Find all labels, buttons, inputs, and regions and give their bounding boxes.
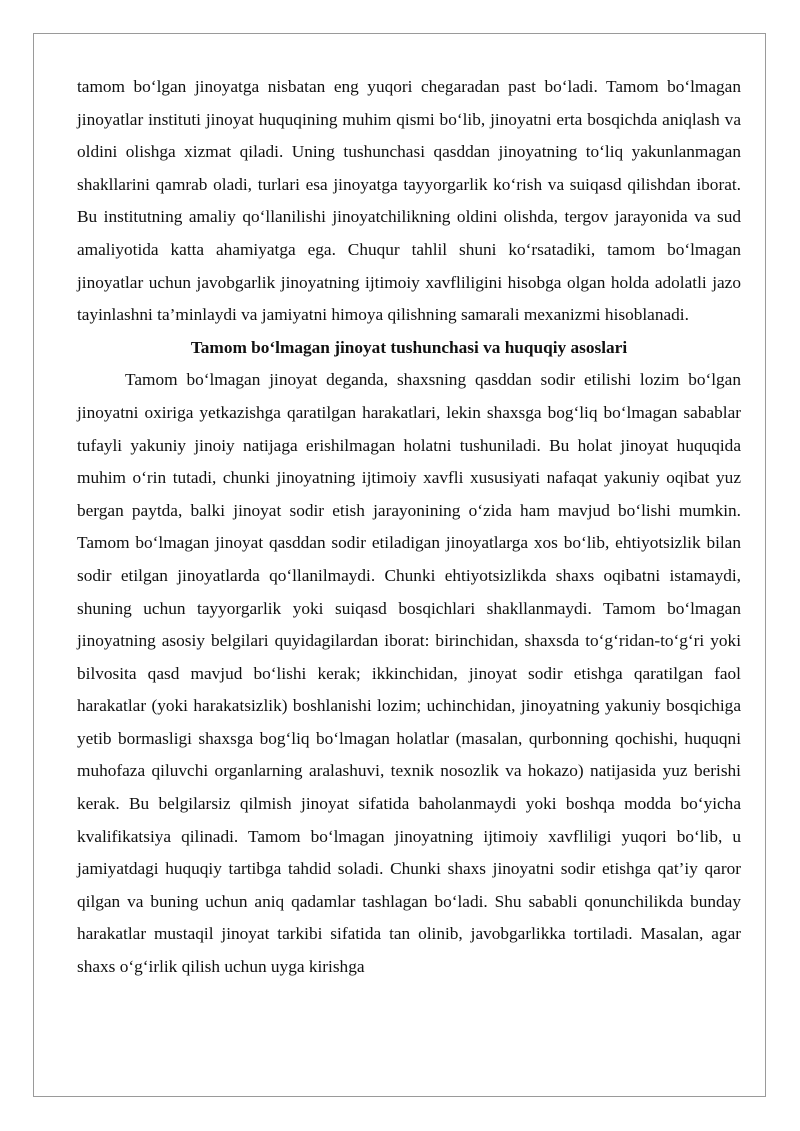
section-heading: Tamom bo‘lmagan jinoyat tushunchasi va huquqiy asoslari bbox=[190, 337, 628, 357]
document-body bbox=[77, 71, 741, 984]
paragraph-definition: Tamom bo‘lmagan jinoyat deganda, shaxsning qasddan sodir etilishi lozim bo‘lgan jinoyatni oxiriga yetkazishga qaratilgan harakatlari, lekin shaxsga bog‘liq bo‘lmagan sabablar tufayli yakuniy jinoiy natijaga erishilmagan holatni tushuniladi. Bu holat jinoyat huquqida muhim o‘rin tutadi, chunki jinoyatning ijtimoiy xavfli xususiyati nafaqat yakuniy oqibat yuz bergan paytda, balki jinoyat sodir etish jarayonining o‘zida ham mavjud bo‘lishi mumkin. Tamom bo‘lmagan jinoyat qasddan sodir etiladigan jinoyatlarga xos bo‘lib, ehtiyotsizlik bilan sodir etilgan jinoyatlarda qo‘llanilmaydi. Chunki ehtiyotsizlikda shaxs oqibatni istamaydi, shuning uchun tayyorgarlik yoki suiqasd bosqichlari shakllanmaydi. Tamom bo‘lmagan jinoyatning asosiy belgilari quyidagilardan iborat: birinchidan, shaxsda to‘g‘ridan-to‘g‘ri yoki bilvosita qasd mavjud bo‘lishi kerak; ikkinchidan, jinoyat sodir etishga qaratilgan faol harakatlar (yoki harakatsizlik) boshlanishi lozim; uchinchidan, jinoyatning yakuniy bosqichiga yetib bormasligi shaxsga bog‘liq bo‘lmagan holatlar (masalan, qurbonning qochishi, huquqni muhofaza qiluvchi organlarning aralashuvi, texnik nosozlik va hokazo) natijasida yuz berishi kerak. Bu belgilarsiz qilmish jinoyat sifatida baholanmaydi yoki boshqa modda bo‘yicha kvalifikatsiya qilinadi. Tamom bo‘lmagan jinoyatning ijtimoiy xavfliligi yuqori bo‘lib, u jamiyatdagi huquqiy tartibga tahdid soladi. Chunki shaxs jinoyatni sodir etishga qat’iy qaror qilgan va buning uchun aniq qadamlar tashlagan bo‘ladi. Shu sababli qonunchilikda bunday harakatlar mustaqil jinoyat tarkibi sifatida tan olinib, javobgarlikka tortiladi. Masalan, agar shaxs o‘g‘irlik qilish uchun uyga kirishga bbox=[77, 370, 741, 977]
paragraph-intro: tamom bo‘lgan jinoyatga nisbatan eng yuqori chegaradan past bo‘ladi. Tamom bo‘lmagan jinoyatlar instituti jinoyat huquqining muhim qismi bo‘lib, jinoyatni erta bosqichda aniqlash va oldini olishga xizmat qiladi. Uning tushunchasi qasddan jinoyatning to‘liq yakunlanmagan shakllarini qamrab oladi, turlari esa jinoyatga tayyorgarlik ko‘rish va suiqasd qilishdan iborat. Bu institutning amaliy qo‘llanilishi jinoyatchilikning oldini olishda, tergov jarayonida va sud amaliyotida katta ahamiyatga ega. Chuqur tahlil shuni ko‘rsatadiki, tamom bo‘lmagan jinoyatlar uchun javobgarlik jinoyatning ijtimoiy xavfliligini hisobga olgan holda adolatli jazo tayinlashni ta’minlaydi va jamiyatni himoya qilishning samarali mexanizmi hisoblanadi. bbox=[77, 77, 741, 325]
